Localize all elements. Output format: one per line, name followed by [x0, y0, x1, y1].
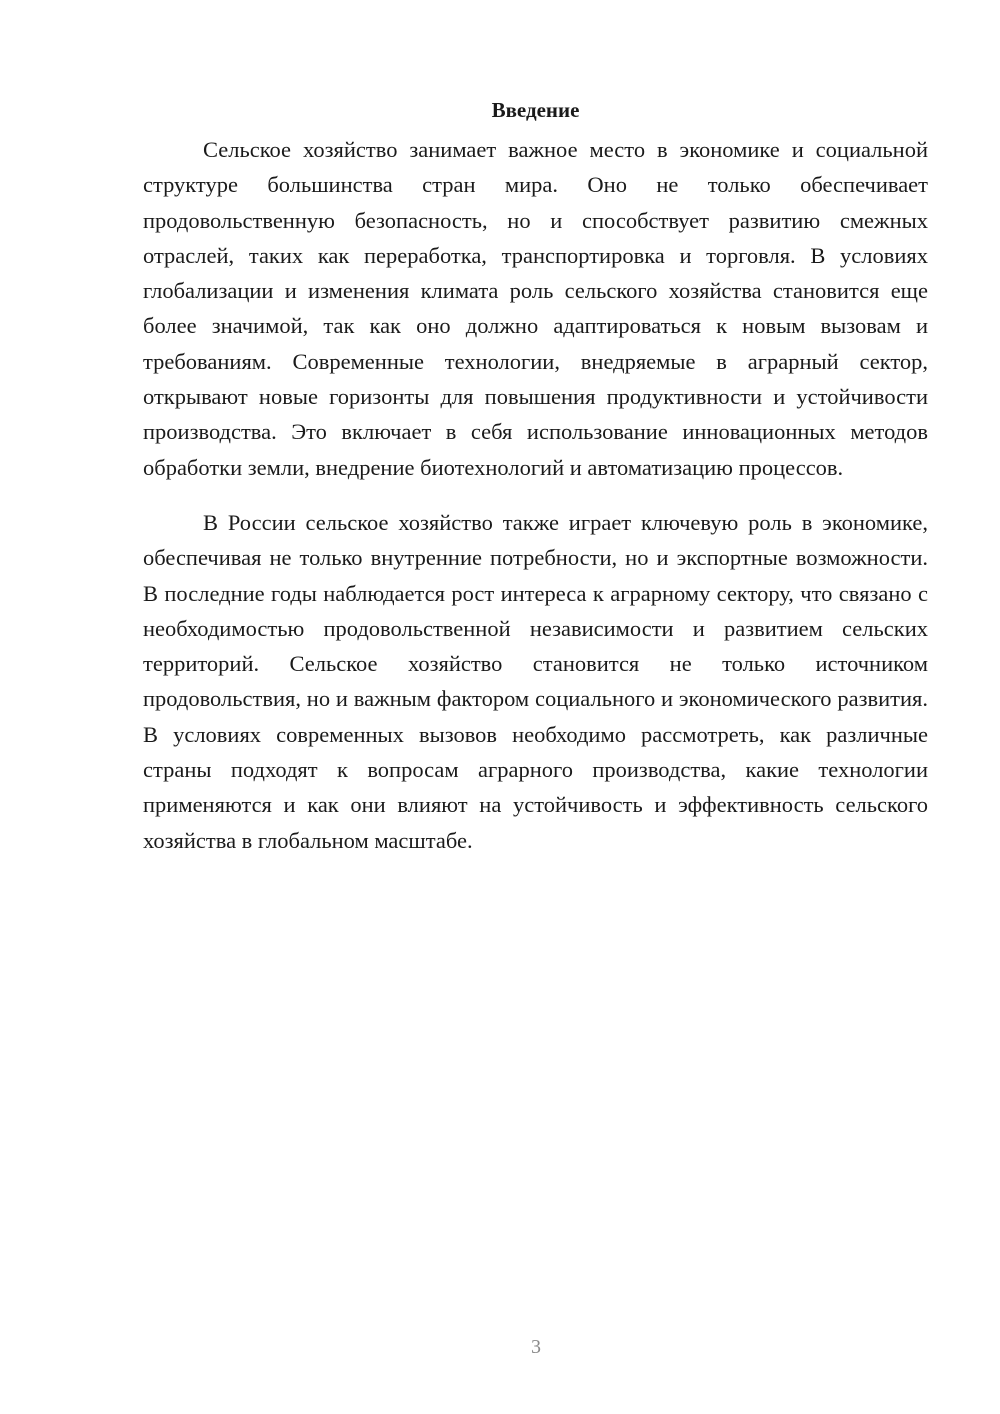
page-number: 3: [531, 1336, 541, 1358]
section-title: Введение: [491, 98, 580, 122]
paragraph-2: В России сельское хозяйство также играет ключевую роль в экономике, обеспечивая не только внутренние потребности, но и экспортные возможности. В последние годы наблюдается рост интереса к аграрному сектору, что связано с необходимостью продовольственной независимости и развитием сельских территорий. Сельское хозяйство становится не только источником продовольствия, но и важным фактором социального и экономического развития. В условиях современных вызовов необходимо рассмотреть, как различные страны подходят к вопросам аграрного производства, какие технологии применяются и как они влияют на устойчивость и эффективность сельского хозяйства в глобальном масштабе.: [143, 509, 928, 853]
page-content: [143, 94, 928, 858]
paragraph-1: Сельское хозяйство занимает важное место в экономике и социальной структуре большинства стран мира. Оно не только обеспечивает продовольственную безопасность, но и способствует развитию смежных отраслей, таких как переработка, транспортировка и торговля. В условиях глобализации и изменения климата роль сельского хозяйства становится еще более значимой, так как оно должно адаптироваться к новым вызовам и требованиям. Современные технологии, внедряемые в аграрный сектор, открывают новые горизонты для повышения продуктивности и устойчивости производства. Это включает в себя использование инновационных методов обработки земли, внедрение биотехнологий и автоматизацию процессов.: [143, 137, 928, 480]
